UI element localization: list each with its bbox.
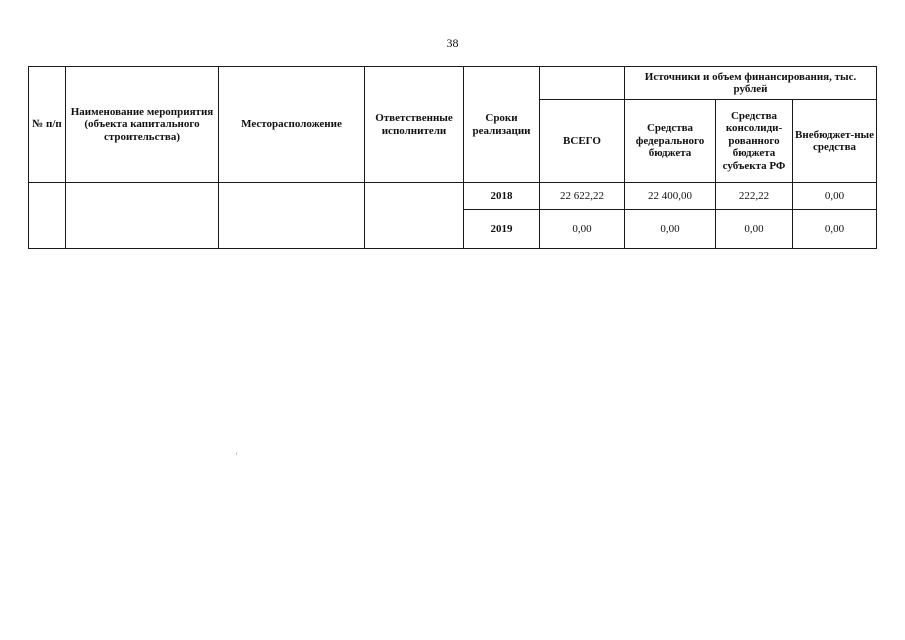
cell-regional: 222,22: [716, 183, 793, 210]
cell-location: [219, 183, 365, 249]
header-sources: Источники и объем финансирования, тыс. рублей: [625, 67, 877, 100]
header-terms: Сроки реализации: [464, 67, 540, 183]
header-location: Месторасположение: [219, 67, 365, 183]
cell-total: 22 622,22: [540, 183, 625, 210]
table-row: [29, 183, 877, 210]
header-responsible: Ответственные исполнители: [365, 67, 464, 183]
header-extrabudget: Внебюджет-ные средства: [793, 100, 877, 183]
cell-num: [29, 183, 66, 249]
header-row-top: [29, 67, 877, 100]
header-total: ВСЕГО: [540, 100, 625, 183]
cell-year: 2018: [464, 183, 540, 210]
scan-speck: [236, 452, 237, 455]
cell-extrabudget: 0,00: [793, 183, 877, 210]
cell-federal: 22 400,00: [625, 183, 716, 210]
header-total-spacer: [540, 67, 625, 100]
financing-table: [28, 66, 877, 249]
cell-regional: 0,00: [716, 210, 793, 249]
cell-extrabudget: 0,00: [793, 210, 877, 249]
header-num: № п/п: [29, 67, 66, 183]
header-federal: Средства федерального бюджета: [625, 100, 716, 183]
page-number: 38: [446, 36, 459, 50]
header-name: Наименование мероприятия (объекта капитального строительства): [66, 67, 219, 183]
header-regional: Средства консолиди-рованного бюджета субъекта РФ: [716, 100, 793, 183]
cell-responsible: [365, 183, 464, 249]
cell-year: 2019: [464, 210, 540, 249]
cell-federal: 0,00: [625, 210, 716, 249]
cell-name: [66, 183, 219, 249]
cell-total: 0,00: [540, 210, 625, 249]
